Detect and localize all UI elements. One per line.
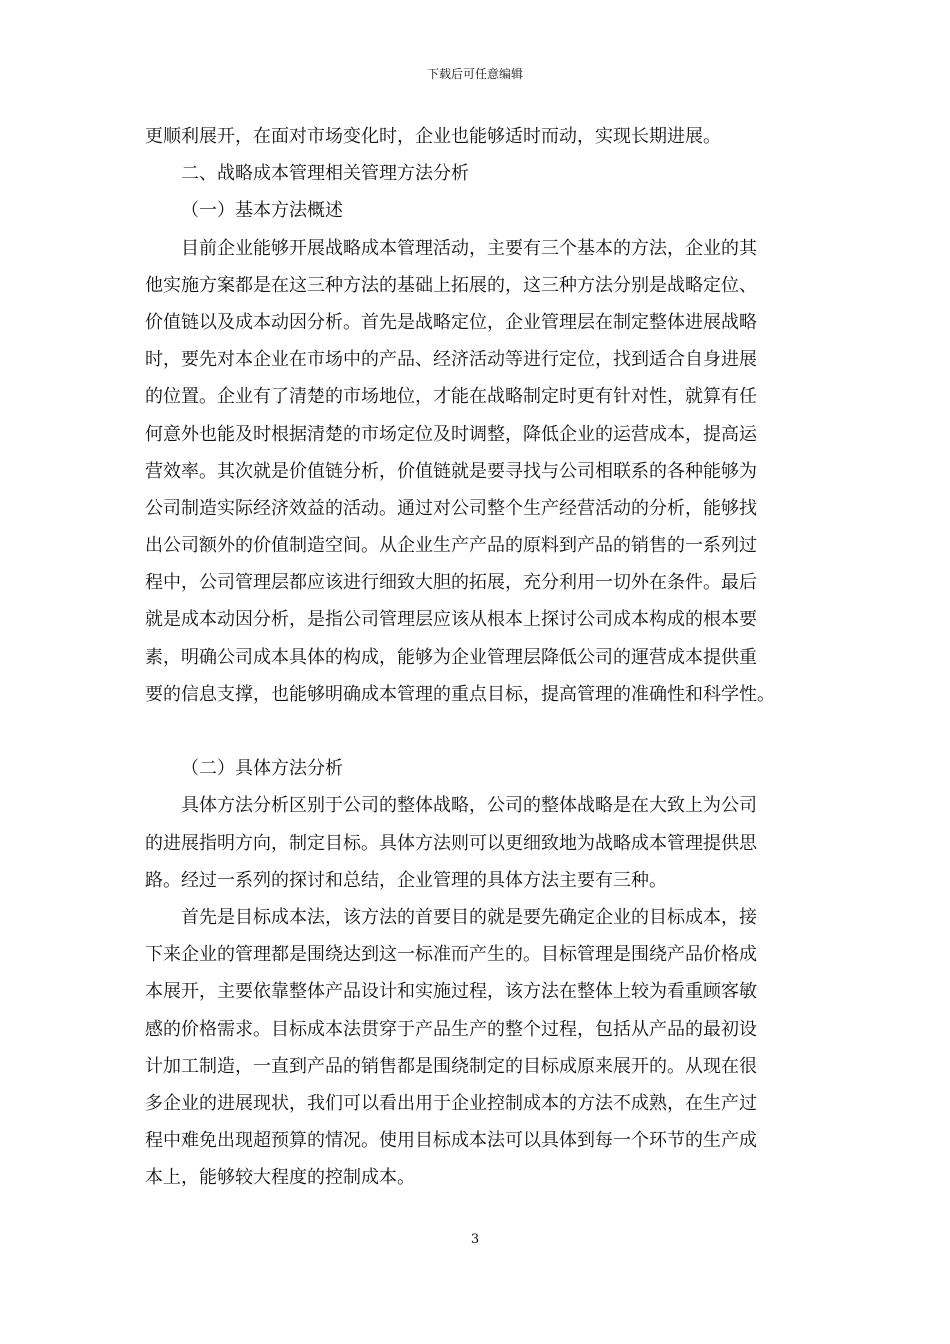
paragraph-line: 下来企业的管理都是围绕达到这一标准而产生的。目标管理是围绕产品价格成: [145, 944, 757, 966]
paragraph-line: 本展开，主要依靠整体产品设计和实施过程，该方法在整体上较为看重顾客敏: [145, 981, 757, 1003]
paragraph-line: 首先是目标成本法，该方法的首要目的就是要先确定企业的目标成本，接: [181, 906, 757, 928]
paragraph-line: 多企业的进展现状，我们可以看出用于企业控制成本的方法不成熟，在生产过: [145, 1092, 757, 1114]
paragraph-line: 就是成本动因分析，是指公司管理层应该从根本上探讨公司成本构成的根本要: [145, 609, 757, 631]
paragraph-line: 何意外也能及时根据清楚的市场定位及时调整，降低企业的运营成本，提高运: [145, 423, 757, 445]
document-body: [145, 118, 825, 1196]
paragraph-line: 价值链以及成本动因分析。首先是战略定位，企业管理层在制定整体进展战略: [145, 311, 757, 333]
paragraph-line: 计加工制造，一直到产品的销售都是围绕制定的目标成原来展开的。从现在很: [145, 1055, 757, 1077]
page-number: 3: [470, 1232, 480, 1247]
blank-line: [145, 713, 825, 750]
page-header: 下载后可任意编辑: [426, 67, 523, 81]
paragraph-line: 本上，能够较大程度的控制成本。: [145, 1167, 415, 1189]
paragraph-line: 目前企业能够开展战略成本管理活动，主要有三个基本的方法，企业的其: [181, 237, 757, 259]
subsection-heading: （二）具体方法分析: [181, 758, 343, 780]
subsection-heading: （一）基本方法概述: [181, 200, 343, 222]
paragraph-line: 时，要先对本企业在市场中的产品、经济活动等进行定位，找到适合自身进展: [145, 349, 757, 371]
paragraph-line: 要的信息支撑，也能够明确成本管理的重点目标，提高管理的准确性和科学性。: [145, 683, 775, 705]
paragraph-line: 素，明确公司成本具体的构成，能够为企业管理层降低公司的運营成本提供重: [145, 646, 757, 668]
paragraph-line: 公司制造实际经济效益的活动。通过对公司整个生产经营活动的分析，能够找: [145, 497, 757, 519]
paragraph-line: 更顺利展开，在面对市场变化时，企业也能够适时而动，实现长期进展。: [145, 126, 721, 147]
paragraph-line: 具体方法分析区别于公司的整体战略，公司的整体战略是在大致上为公司: [181, 795, 757, 817]
paragraph-line: 他实施方案都是在这三种方法的基础上拓展的，这三种方法分别是战略定位、: [145, 274, 757, 296]
paragraph-line: 营效率。其次就是价值链分析，价值链就是要寻找与公司相联系的各种能够为: [145, 460, 757, 482]
paragraph-line: 出公司额外的价值制造空间。从企业生产产品的原料到产品的销售的一系列过: [145, 535, 757, 557]
paragraph-line: 程中难免出现超预算的情况。使用目标成本法可以具体到每一个环节的生产成: [145, 1130, 757, 1152]
paragraph-line: 感的价格需求。目标成本法贯穿于产品生产的整个过程，包括从产品的最初设: [145, 1018, 757, 1040]
paragraph-line: 程中，公司管理层都应该进行细致大胆的拓展，充分利用一切外在条件。最后: [145, 572, 757, 594]
paragraph-line: 的进展指明方向，制定目标。具体方法则可以更细致地为战略成本管理提供思: [145, 832, 757, 854]
paragraph-line: 的位置。企业有了清楚的市场地位，才能在战略制定时更有针对性，就算有任: [145, 386, 757, 408]
paragraph-line: 路。经过一系列的探讨和总结，企业管理的具体方法主要有三种。: [145, 869, 667, 891]
section-heading: 二、战略成本管理相关管理方法分析: [181, 163, 469, 185]
